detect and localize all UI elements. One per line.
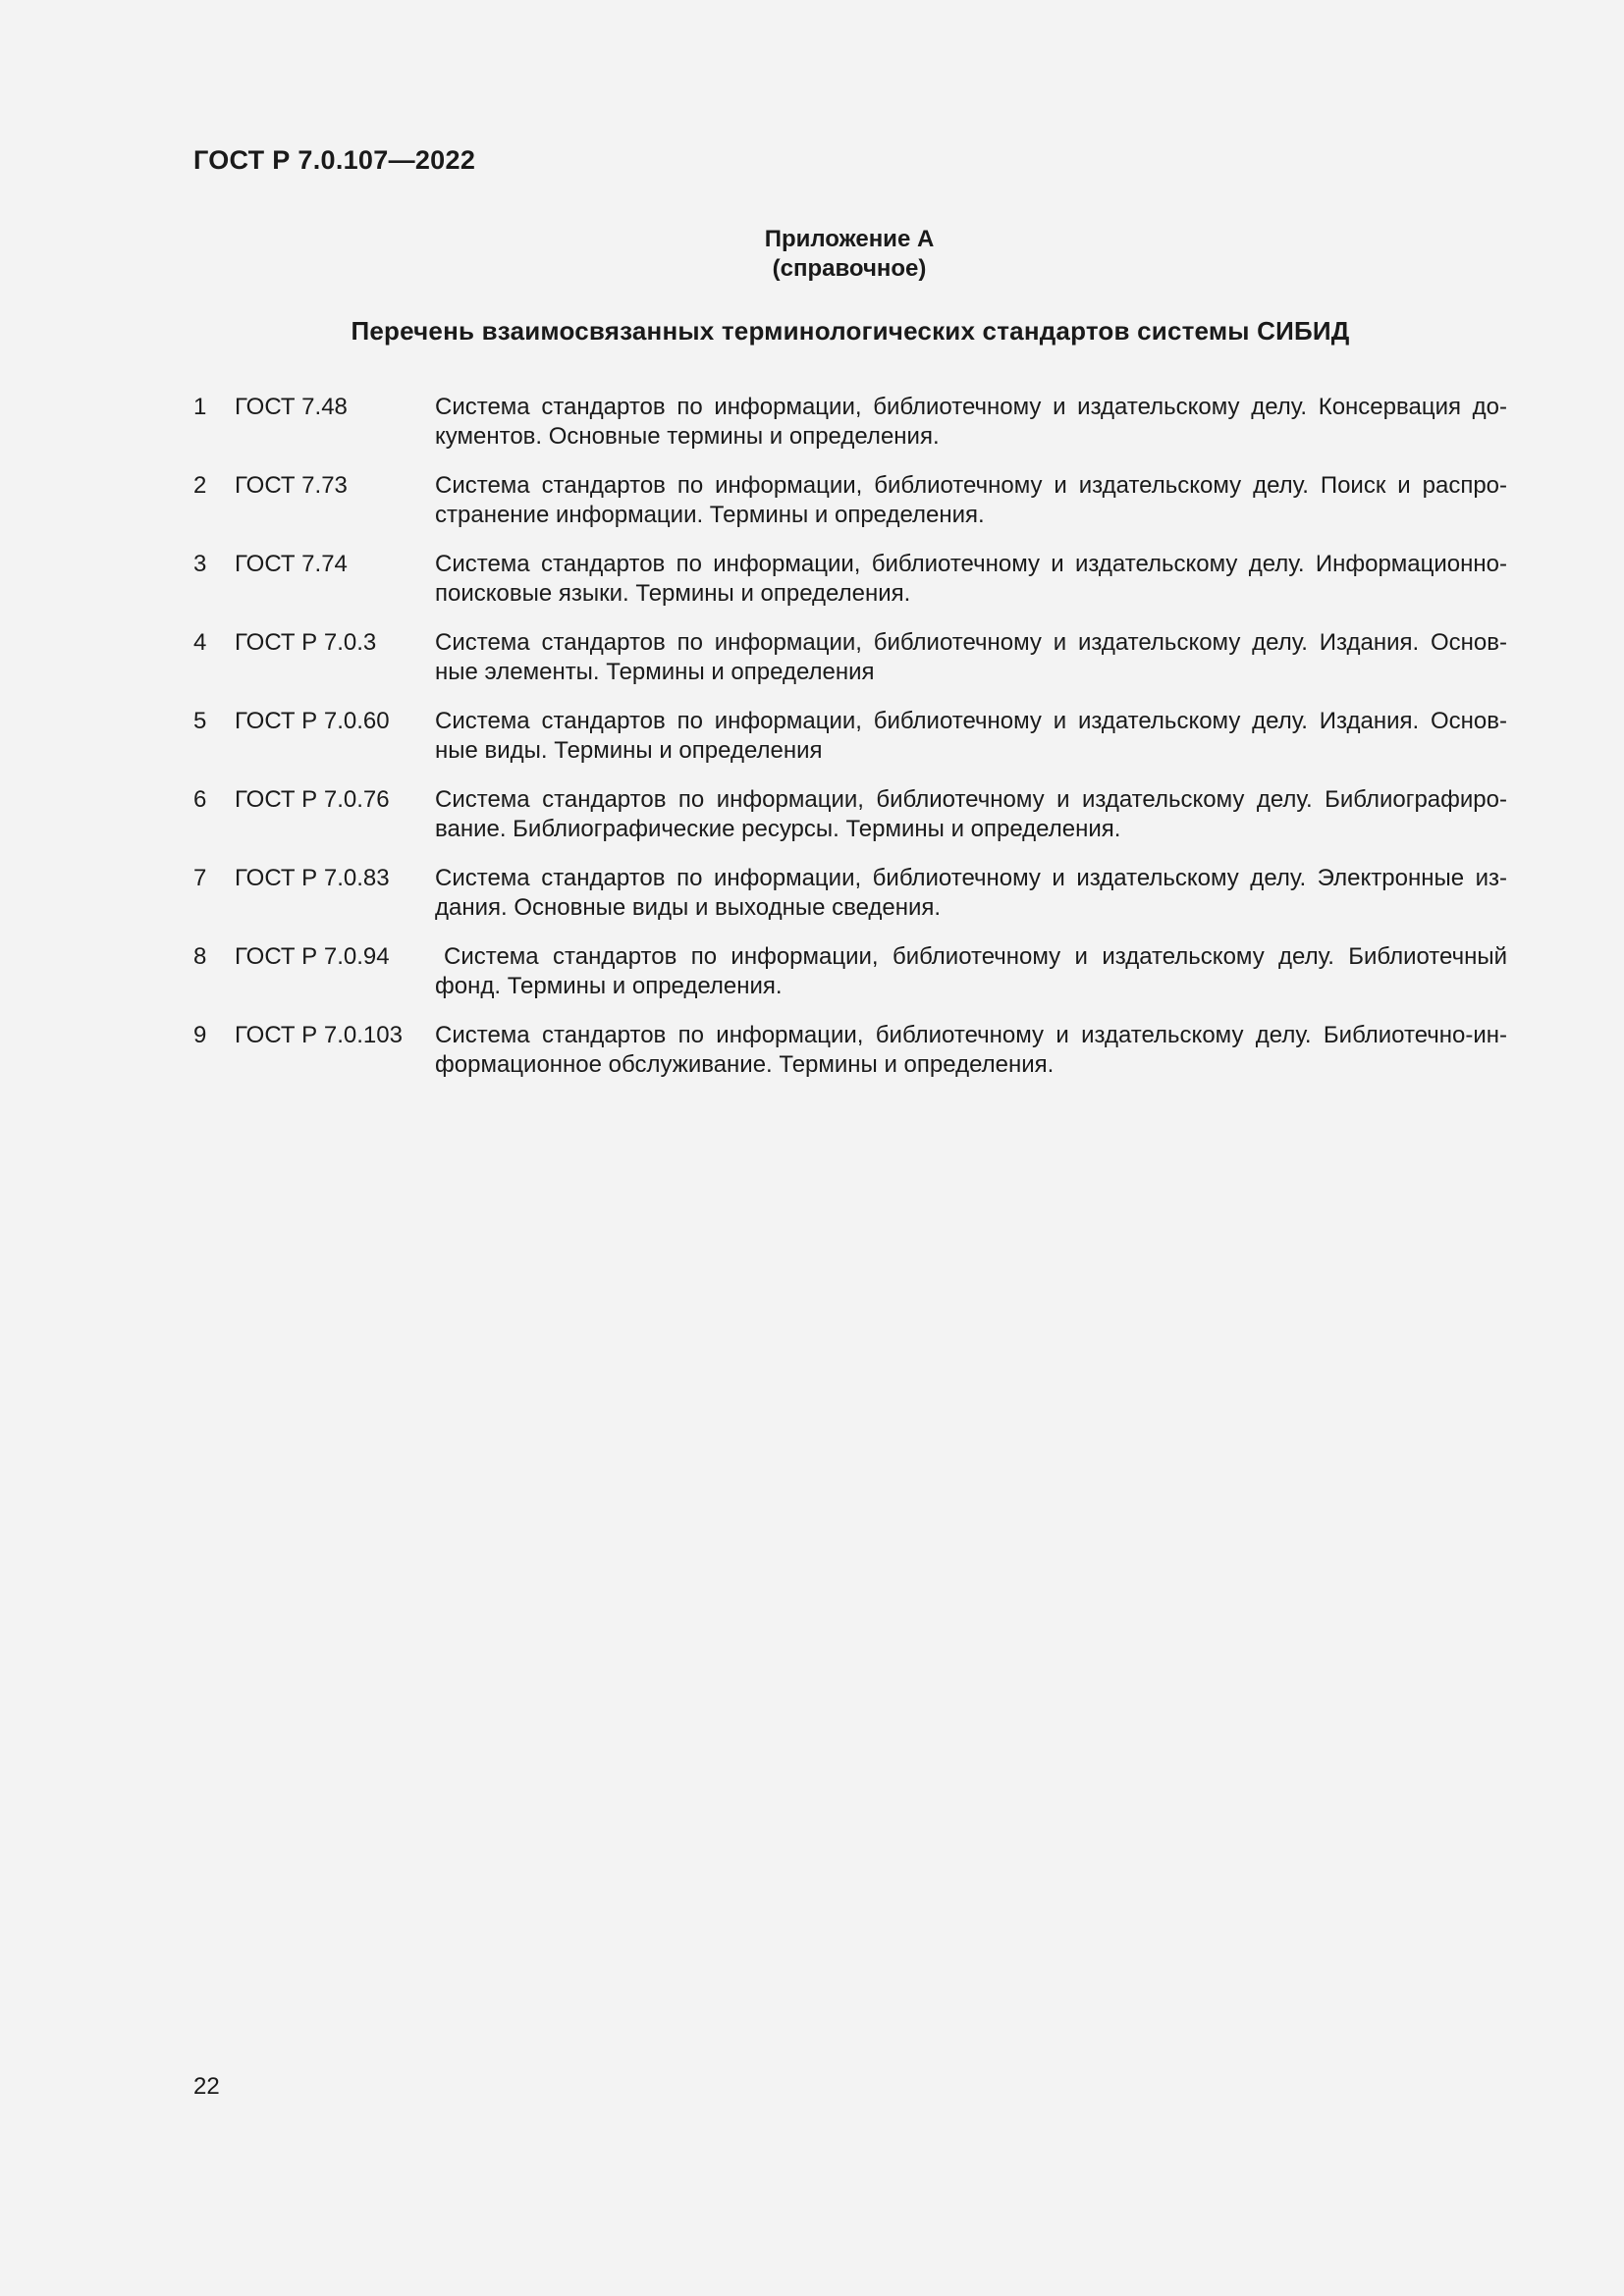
list-item — [193, 550, 1507, 609]
appendix-title: Перечень взаимосвязанных терминологических стандартов системы СИБИД — [351, 316, 1350, 346]
description-line: вание. Библиографические ресурсы. Термины и определения. — [435, 816, 1121, 842]
item-number: 3 — [193, 551, 207, 577]
item-number: 7 — [193, 865, 207, 891]
standard-code: ГОСТ 7.74 — [235, 551, 348, 577]
item-number: 1 — [193, 394, 207, 420]
standards-list — [193, 393, 1507, 1099]
standard-description — [435, 1021, 1507, 1080]
standard-description — [435, 393, 1507, 452]
standard-code: ГОСТ Р 7.0.83 — [235, 865, 390, 891]
document-header-code: ГОСТ Р 7.0.107—2022 — [193, 145, 476, 175]
description-line: Система стандартов по информации, библиотечному и издательскому делу. Библиотечный — [444, 943, 1507, 970]
item-number: 6 — [193, 786, 207, 813]
appendix-label: Приложение А — [764, 226, 935, 252]
description-line: Система стандартов по информации, библиотечному и издательскому делу. Издания. Основ- — [435, 708, 1507, 734]
standard-description — [435, 942, 1507, 1001]
list-item — [193, 393, 1507, 452]
list-item — [193, 864, 1507, 923]
standard-code: ГОСТ Р 7.0.76 — [235, 786, 390, 813]
description-line: ные виды. Термины и определения — [435, 737, 823, 764]
standard-description — [435, 707, 1507, 766]
description-line: Система стандартов по информации, библиотечному и издательскому делу. Электронные из- — [435, 865, 1507, 891]
standard-description — [435, 785, 1507, 844]
description-line: фонд. Термины и определения. — [435, 973, 783, 999]
list-item — [193, 628, 1507, 687]
list-item — [193, 707, 1507, 766]
standard-description — [435, 471, 1507, 530]
list-item — [193, 942, 1507, 1001]
page-number: 22 — [193, 2073, 220, 2100]
description-line: формационное обслуживание. Термины и определения. — [435, 1051, 1055, 1078]
description-line: Система стандартов по информации, библиотечному и издательскому делу. Библиотечно-ин- — [435, 1022, 1507, 1048]
standard-description — [435, 864, 1507, 923]
item-number: 9 — [193, 1022, 207, 1048]
description-line: поисковые языки. Термины и определения. — [435, 580, 911, 607]
standard-code: ГОСТ Р 7.0.3 — [235, 629, 377, 656]
standard-description — [435, 550, 1507, 609]
description-line: Система стандартов по информации, библиотечному и издательскому делу. Издания. Основ- — [435, 629, 1507, 656]
description-line: Система стандартов по информации, библиотечному и издательскому делу. Библиографиро- — [435, 786, 1507, 813]
description-line: дания. Основные виды и выходные сведения. — [435, 894, 942, 921]
description-line: Система стандартов по информации, библиотечному и издательскому делу. Поиск и распро- — [435, 472, 1507, 499]
description-line: ные элементы. Термины и определения — [435, 659, 875, 685]
description-line: Система стандартов по информации, библиотечному и издательскому делу. Информационно- — [435, 551, 1507, 577]
standard-code: ГОСТ Р 7.0.60 — [235, 708, 390, 734]
standard-code: ГОСТ Р 7.0.103 — [235, 1022, 403, 1048]
item-number: 2 — [193, 472, 207, 499]
item-number: 4 — [193, 629, 207, 656]
standard-code: ГОСТ Р 7.0.94 — [235, 943, 390, 970]
description-line: странение информации. Термины и определения. — [435, 502, 985, 528]
appendix-kind: (справочное) — [772, 255, 927, 282]
list-item — [193, 471, 1507, 530]
item-number: 8 — [193, 943, 207, 970]
description-line: кументов. Основные термины и определения. — [435, 423, 940, 450]
description-line: Система стандартов по информации, библиотечному и издательскому делу. Консервация до- — [435, 394, 1507, 420]
standard-description — [435, 628, 1507, 687]
standard-code: ГОСТ 7.73 — [235, 472, 348, 499]
item-number: 5 — [193, 708, 207, 734]
list-item — [193, 785, 1507, 844]
list-item — [193, 1021, 1507, 1080]
standard-code: ГОСТ 7.48 — [235, 394, 348, 420]
